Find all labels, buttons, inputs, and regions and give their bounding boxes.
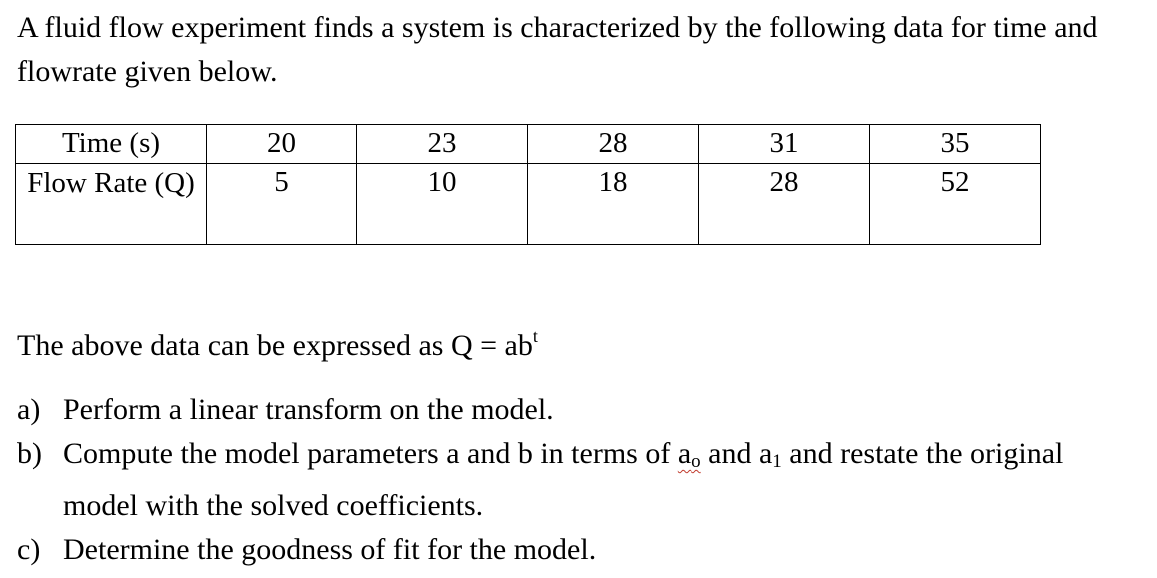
flow-cell: 5 — [207, 164, 357, 245]
list-item — [17, 528, 1137, 572]
data-table — [15, 124, 1041, 245]
flow-header-label: Flow Rate (Q) — [27, 167, 195, 199]
time-header-cell: Time (s) — [16, 125, 207, 164]
flow-cell: 28 — [699, 164, 870, 245]
time-cell: 20 — [207, 125, 357, 164]
task-list — [17, 388, 1137, 572]
item-text-after: and restate the original model with the solved coefficients. — [63, 437, 1064, 522]
list-item — [17, 432, 1137, 528]
table-row-time — [16, 125, 1041, 164]
time-cell: 23 — [357, 125, 528, 164]
item-text — [63, 432, 1137, 528]
table-row-flow — [16, 164, 1041, 245]
flow-cell: 18 — [528, 164, 699, 245]
time-cell: 28 — [528, 125, 699, 164]
item-text: Perform a linear transform on the model. — [63, 393, 554, 426]
a0-base: a — [677, 437, 692, 470]
item-text-middle: and a — [700, 437, 773, 470]
model-equation — [17, 316, 538, 368]
spellcheck-a0 — [678, 437, 701, 470]
model-exponent: t — [532, 326, 538, 346]
item-text-before: Compute the model parameters a and b in terms of — [63, 437, 678, 470]
list-item — [17, 388, 1137, 432]
item-letter: b) — [17, 437, 42, 470]
item-letter: c) — [17, 533, 41, 566]
intro-paragraph: A fluid flow experiment finds a system is characterized by the following data for time and flowrate given below. — [17, 11, 1098, 88]
model-text: The above data can be expressed as Q = ab — [17, 329, 533, 362]
a0-subscript: o — [691, 451, 701, 472]
flow-cell: 52 — [870, 164, 1041, 245]
time-cell: 31 — [699, 125, 870, 164]
flow-header-cell — [16, 164, 207, 245]
flow-cell: 10 — [357, 164, 528, 245]
item-text: Determine the goodness of fit for the model. — [63, 533, 597, 566]
item-letter: a) — [17, 393, 41, 426]
time-cell: 35 — [870, 125, 1041, 164]
a1-subscript: 1 — [772, 451, 782, 472]
